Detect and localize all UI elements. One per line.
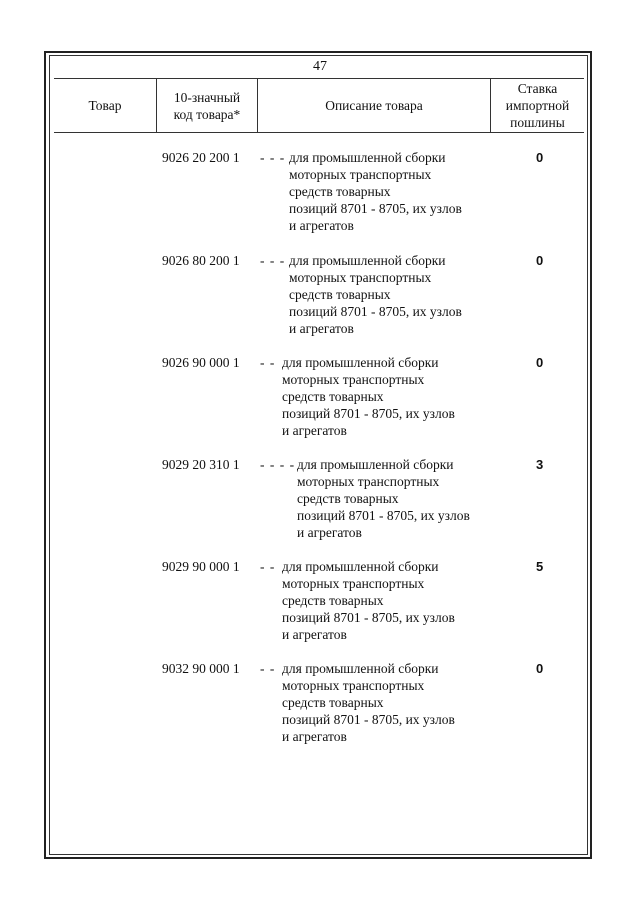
header-code	[156, 79, 257, 132]
header-code-line1: 10-значный	[173, 89, 241, 105]
tariff-entry	[0, 149, 640, 245]
desc-line: средств товарных	[282, 389, 384, 404]
desc-line: средств товарных	[289, 184, 391, 199]
entry-description	[282, 558, 512, 643]
entry-code: 9026 20 200 1	[162, 150, 240, 165]
desc-line: для промышленной сборки	[282, 661, 439, 676]
tariff-entry	[0, 660, 640, 756]
desc-line: моторных транспортных	[282, 576, 425, 591]
entry-description	[297, 456, 527, 541]
header-rate-line1: Ставка	[517, 81, 558, 96]
entry-dashes: - -	[260, 355, 276, 370]
header-description-label: Описание товара	[325, 98, 423, 113]
tariff-entry	[0, 252, 640, 348]
desc-line: позиций 8701 - 8705, их узлов	[289, 201, 462, 216]
desc-line: средств товарных	[282, 695, 384, 710]
entry-rate: 3	[536, 457, 544, 472]
entry-description	[289, 252, 519, 337]
header-rate	[490, 79, 584, 132]
desc-line: моторных транспортных	[289, 270, 432, 285]
entry-code: 9029 20 310 1	[162, 457, 240, 472]
desc-line: позиций 8701 - 8705, их узлов	[282, 712, 455, 727]
desc-line: и агрегатов	[282, 627, 347, 642]
desc-line: моторных транспортных	[297, 474, 440, 489]
desc-line: для промышленной сборки	[297, 457, 454, 472]
header-tovar-label: Товар	[88, 98, 122, 113]
desc-line: моторных транспортных	[282, 678, 425, 693]
desc-line: и агрегатов	[289, 321, 354, 336]
desc-line: моторных транспортных	[282, 372, 425, 387]
desc-line: и агрегатов	[282, 729, 347, 744]
entry-code: 9032 90 000 1	[162, 661, 240, 676]
desc-line: средств товарных	[289, 287, 391, 302]
header-rate-line3: пошлины	[510, 115, 565, 130]
header-code-line2: код товара*	[173, 106, 241, 122]
desc-line: позиций 8701 - 8705, их узлов	[282, 406, 455, 421]
table-header	[54, 78, 584, 133]
entry-rate: 5	[536, 559, 544, 574]
header-description	[257, 79, 490, 132]
desc-line: позиций 8701 - 8705, их узлов	[289, 304, 462, 319]
tariff-entry	[0, 558, 640, 654]
entry-description	[282, 354, 512, 439]
desc-line: и агрегатов	[289, 218, 354, 233]
entry-dashes: - - -	[260, 253, 286, 268]
desc-line: моторных транспортных	[289, 167, 432, 182]
header-rate-line2: импортной	[505, 98, 570, 113]
desc-line: и агрегатов	[282, 423, 347, 438]
tariff-entry	[0, 354, 640, 450]
entry-rate: 0	[536, 355, 544, 370]
entry-code: 9029 90 000 1	[162, 559, 240, 574]
entry-rate: 0	[536, 661, 544, 676]
entry-dashes: - - -	[260, 150, 286, 165]
entry-dashes: - -	[260, 559, 276, 574]
desc-line: для промышленной сборки	[289, 253, 446, 268]
desc-line: для промышленной сборки	[289, 150, 446, 165]
entry-description	[282, 660, 512, 745]
desc-line: и агрегатов	[297, 525, 362, 540]
entry-code: 9026 80 200 1	[162, 253, 240, 268]
desc-line: для промышленной сборки	[282, 355, 439, 370]
entry-rate: 0	[536, 150, 544, 165]
entry-dashes: - -	[260, 661, 276, 676]
page-number: 47	[313, 59, 327, 74]
desc-line: для промышленной сборки	[282, 559, 439, 574]
desc-line: средств товарных	[297, 491, 399, 506]
desc-line: средств товарных	[282, 593, 384, 608]
desc-line: позиций 8701 - 8705, их узлов	[297, 508, 470, 523]
entry-dashes: - - - -	[260, 457, 296, 472]
tariff-entry	[0, 456, 640, 552]
entry-rate: 0	[536, 253, 544, 268]
desc-line: позиций 8701 - 8705, их узлов	[282, 610, 455, 625]
entry-description	[289, 149, 519, 234]
header-tovar	[54, 79, 156, 132]
entry-code: 9026 90 000 1	[162, 355, 240, 370]
